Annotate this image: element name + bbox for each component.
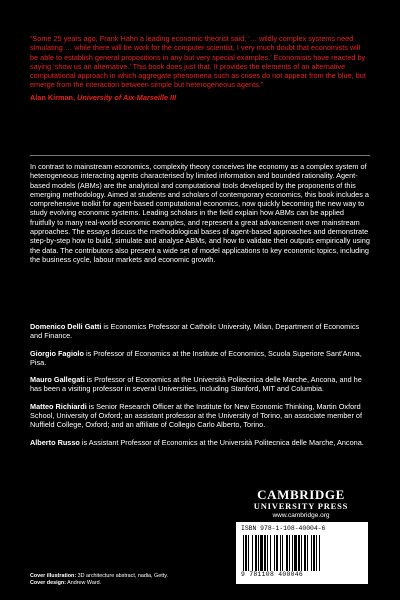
bio-name: Giorgio Fagiolo bbox=[30, 348, 84, 358]
quote-text: “Some 25 years ago, Frank Hahn a leading economic theorist said, ‘… wildly complex systems need simulating … while there will be work for the computer scientist, I very much doubt that economists will be able to establish general propositions in any but very special examples.’ Economists have reacted by saying ‘show us an alternative.’ This book does just that. It provides the elements of an alternative computational approach in which aggregate phenomena such as crises do not appear from the blue, but emerge from the interaction between simple but heterogeneous agents.” bbox=[30, 34, 366, 90]
publisher-logo bbox=[236, 488, 366, 520]
barcode-bar bbox=[316, 535, 317, 571]
bio-delli-gatti bbox=[30, 322, 370, 341]
barcode-bar bbox=[286, 535, 288, 571]
barcode-icon bbox=[241, 535, 363, 571]
bio-name: Mauro Gallegati bbox=[30, 375, 85, 385]
design-credit-label: Cover design: bbox=[30, 580, 66, 586]
barcode-bar bbox=[270, 535, 271, 571]
design-credit-text: Andrew Ward. bbox=[65, 580, 102, 586]
bio-fagiolo bbox=[30, 349, 370, 368]
barcode-bar bbox=[319, 535, 320, 571]
bio-text: is Senior Research Officer at the Institute for New Economic Thinking, Martin Oxford School, University of Oxford; an assistant professor at the University of Torino, an associate member of Nuffield College, Oxford; and an affiliate of Collegio Carlo Alberto, Torino. bbox=[30, 401, 363, 430]
description-text: In contrast to mainstream economics, complexity theory conceives the economy as a complex system of heterogeneous interacting agents characterised by limited information and bounded rationality. Agent-based models (ABMs) are the analytical and computational tools developed by the proponents of this emerging methodology. Aimed at students and scholars of contemporary economics, this book includes a comprehensive toolkit for agent-based computational economics, now quickly becoming the new way to study evolving economic systems. Leading scholars in the field explain how ABMs can be applied fruitfully to many real-world economic examples, and represent a great advancement over mainstream approaches. The essays discuss the methodological bases of agent-based approaches and demonstrate step-by-step how to build, simulate and analyse ABMs, and how to validate their outputs empirically using the data. The contributors also present a wide set of model applications to key economic topics, including the business cycle, labour markets and economic growth. bbox=[30, 162, 370, 264]
barcode-bar bbox=[245, 535, 247, 571]
bio-richiardi bbox=[30, 402, 370, 430]
barcode-bar bbox=[313, 535, 315, 571]
barcode-bar bbox=[280, 535, 281, 571]
publisher-url: www.cambridge.org bbox=[272, 512, 330, 519]
barcode-bar bbox=[260, 535, 263, 571]
barcode-bar bbox=[282, 535, 283, 571]
isbn-label: ISBN 978-1-108-40004-6 bbox=[241, 525, 326, 532]
quote-attribution bbox=[30, 93, 370, 102]
bio-name: Domenico Delli Gatti bbox=[30, 322, 102, 331]
illustration-credit-text: 3D architecture abstract, nadia, Getty. bbox=[76, 573, 169, 579]
bio-text: is Professor of Economics at the Institute of Economics, Scuola Superiore Sant’Anna, Pisa. bbox=[30, 348, 362, 367]
illustration-credit bbox=[30, 573, 230, 580]
bio-name: Matteo Richiardi bbox=[30, 401, 87, 411]
bio-text: is Economics Professor at Catholic University, Milan, Department of Economics and Finance. bbox=[30, 322, 360, 341]
barcode-bar bbox=[252, 535, 253, 571]
barcode-bar bbox=[248, 535, 249, 571]
publisher-name-line1: CAMBRIDGE bbox=[257, 487, 345, 502]
barcode-bar bbox=[294, 535, 297, 571]
barcode-bar bbox=[258, 535, 259, 571]
section-divider bbox=[30, 155, 370, 156]
isbn-barcode-box bbox=[236, 522, 368, 584]
barcode-digits: 9 781108 400046 bbox=[241, 571, 304, 578]
bio-text: is Assistant Professor of Economics at the Università Politecnica delle Marche, Ancona. bbox=[79, 437, 364, 447]
book-description bbox=[30, 162, 370, 264]
barcode-bar bbox=[289, 535, 290, 571]
barcode-bar bbox=[274, 535, 275, 571]
bio-russo bbox=[30, 438, 370, 447]
barcode-bar bbox=[307, 535, 308, 571]
barcode-bar bbox=[264, 535, 266, 571]
design-credit bbox=[30, 580, 230, 587]
quote-affiliation: University of Aix-Marseille III bbox=[77, 92, 177, 102]
publisher-name-line2: UNIVERSITY PRESS bbox=[253, 501, 349, 511]
barcode-bar bbox=[301, 535, 302, 571]
barcode-bar bbox=[255, 535, 257, 571]
cover-credits bbox=[30, 573, 230, 587]
barcode-bar bbox=[267, 535, 268, 571]
barcode-bar bbox=[298, 535, 300, 571]
barcode-bar bbox=[292, 535, 293, 571]
illustration-credit-label: Cover illustration: bbox=[30, 573, 77, 579]
author-bios bbox=[30, 322, 370, 455]
quote-author: Alan Kirman, bbox=[30, 92, 76, 102]
bio-text: is Professor of Economics at the Università Politecnica delle Marche, Ancona, and he has been a visiting professor in several Universities, including Stanford, MIT and Columbia. bbox=[30, 375, 362, 394]
barcode-bar bbox=[276, 535, 278, 571]
bio-name: Alberto Russo bbox=[30, 437, 80, 447]
endorsement-quote bbox=[30, 34, 370, 102]
bio-gallegati bbox=[30, 375, 370, 394]
barcode-bar bbox=[311, 535, 312, 571]
barcode-bar bbox=[243, 535, 244, 571]
barcode-bar bbox=[304, 535, 306, 571]
